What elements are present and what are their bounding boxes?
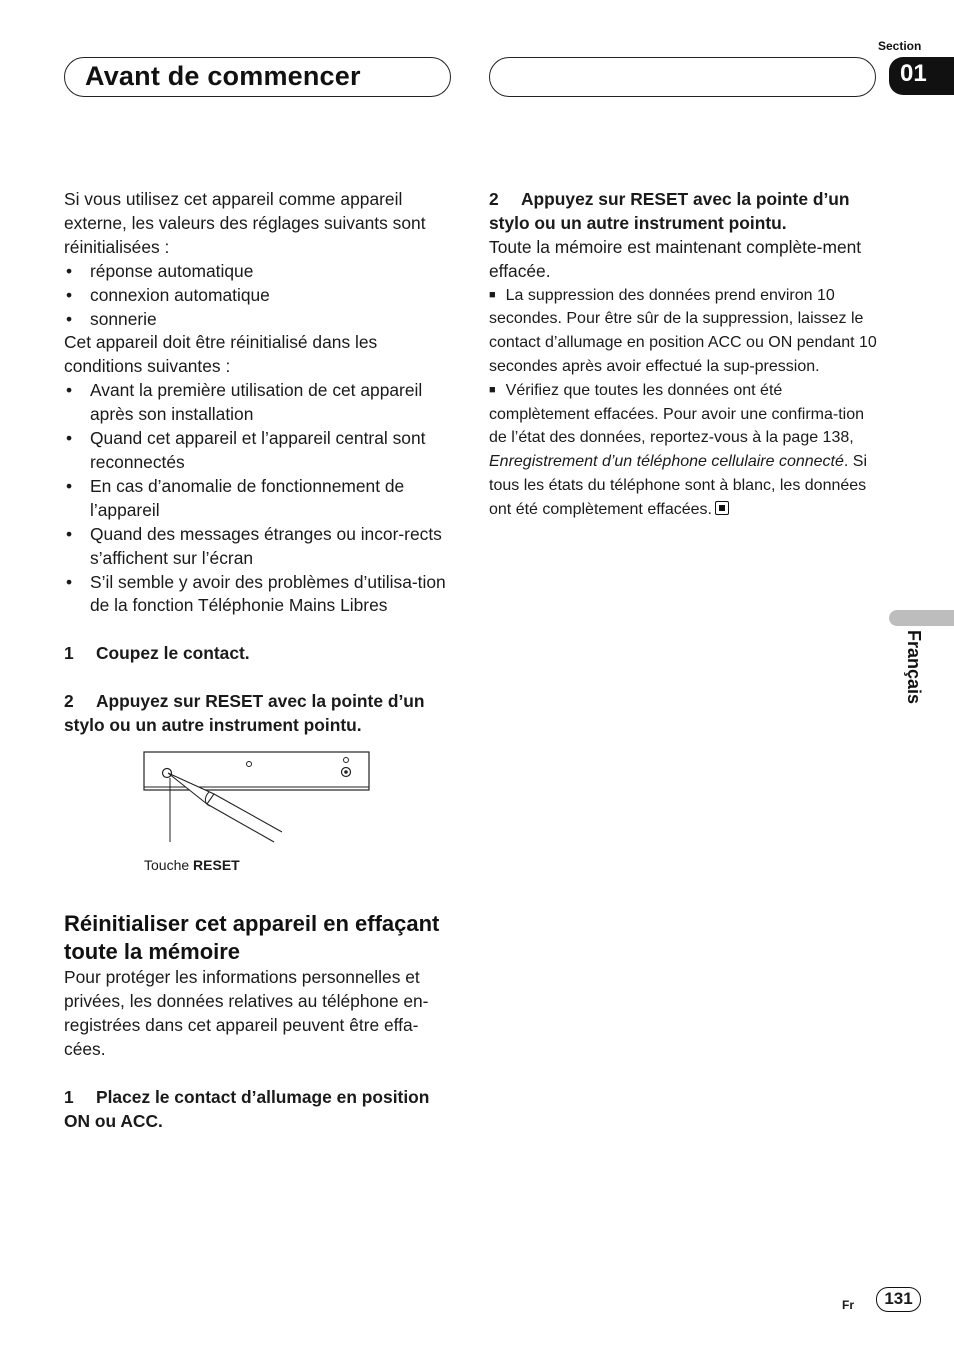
list-item: • sonnerie (66, 308, 157, 329)
note-2: ■ Vérifiez que toutes les données ont été complètement effacées. Pour avoir une confirma-tion de l’état des données, reportez-vous à la page 138, Enregistrement d’un téléphone cellulaire connecté. Si tous les états du téléphone sont à blanc, les données ont été complètement effacées. (489, 381, 868, 518)
end-mark-icon (715, 501, 729, 515)
list-item: • Quand des messages étranges ou incor-rects s’affichent sur l’écran (66, 523, 442, 568)
conditions-list (64, 379, 459, 618)
section-label: Section (878, 39, 922, 53)
list-item: • réponse automatique (66, 260, 254, 281)
language-label: Français (904, 630, 924, 705)
right-column (489, 188, 882, 522)
reset-items-list (64, 260, 459, 332)
step-1: 1 Coupez le contact. (64, 643, 250, 664)
note-square-icon: ■ (489, 383, 496, 396)
note-1: ■ La suppression des données prend environ 10 secondes. Pour être sûr de la suppression, laissez le contact d’allumage en position ACC ou ON pendant 10 secondes après avoir effectué la sup-pression. (489, 286, 877, 376)
step-2-reset: 2 Appuyez sur RESET avec la pointe d’un stylo ou un autre instrument pointu. (489, 189, 850, 233)
heading-paragraph: Pour protéger les informations personnelles et privées, les données relatives au téléphone en-registrées dans cet appareil peuvent être effa-cées. (64, 967, 429, 1059)
step-1-ignition: 1 Placez le contact d’allumage en position ON ou ACC. (64, 1086, 430, 1131)
section-heading: Réinitialiser cet appareil en effaçant toute la mémoire (64, 911, 440, 965)
page-number: 131 (876, 1287, 921, 1312)
list-item: • connexion automatique (66, 284, 270, 305)
step-result: Toute la mémoire est maintenant complète-ment effacée. (489, 236, 862, 281)
page-title: Avant de commencer (85, 61, 361, 91)
language-tab (889, 610, 954, 626)
section-number-badge: 01 (889, 57, 954, 95)
note-square-icon: ■ (489, 288, 496, 301)
left-column (64, 188, 459, 1133)
title-banner (64, 57, 451, 97)
footer-language: Fr (842, 1298, 854, 1312)
reset-button-figure (64, 742, 459, 882)
device-illustration (64, 742, 459, 862)
intro-paragraph: Si vous utilisez cet appareil comme appareil externe, les valeurs des réglages suivants sont réinitialisées : (64, 189, 426, 257)
figure-caption: Touche RESET (144, 857, 240, 874)
list-item: • En cas d’anomalie de fonctionnement de l’appareil (66, 475, 405, 520)
header-empty-banner (489, 57, 876, 97)
step-2: 2 Appuyez sur RESET avec la pointe d’un stylo ou un autre instrument pointu. (64, 691, 425, 736)
list-item: • Avant la première utilisation de cet appareil après son installation (66, 380, 423, 425)
list-item: • Quand cet appareil et l’appareil central sont reconnectés (66, 428, 426, 472)
list-item: • S’il semble y avoir des problèmes d’utilisa-tion de la fonction Téléphonie Mains Libres (66, 571, 446, 616)
conditions-intro: Cet appareil doit être réinitialisé dans les conditions suivantes : (64, 332, 378, 377)
